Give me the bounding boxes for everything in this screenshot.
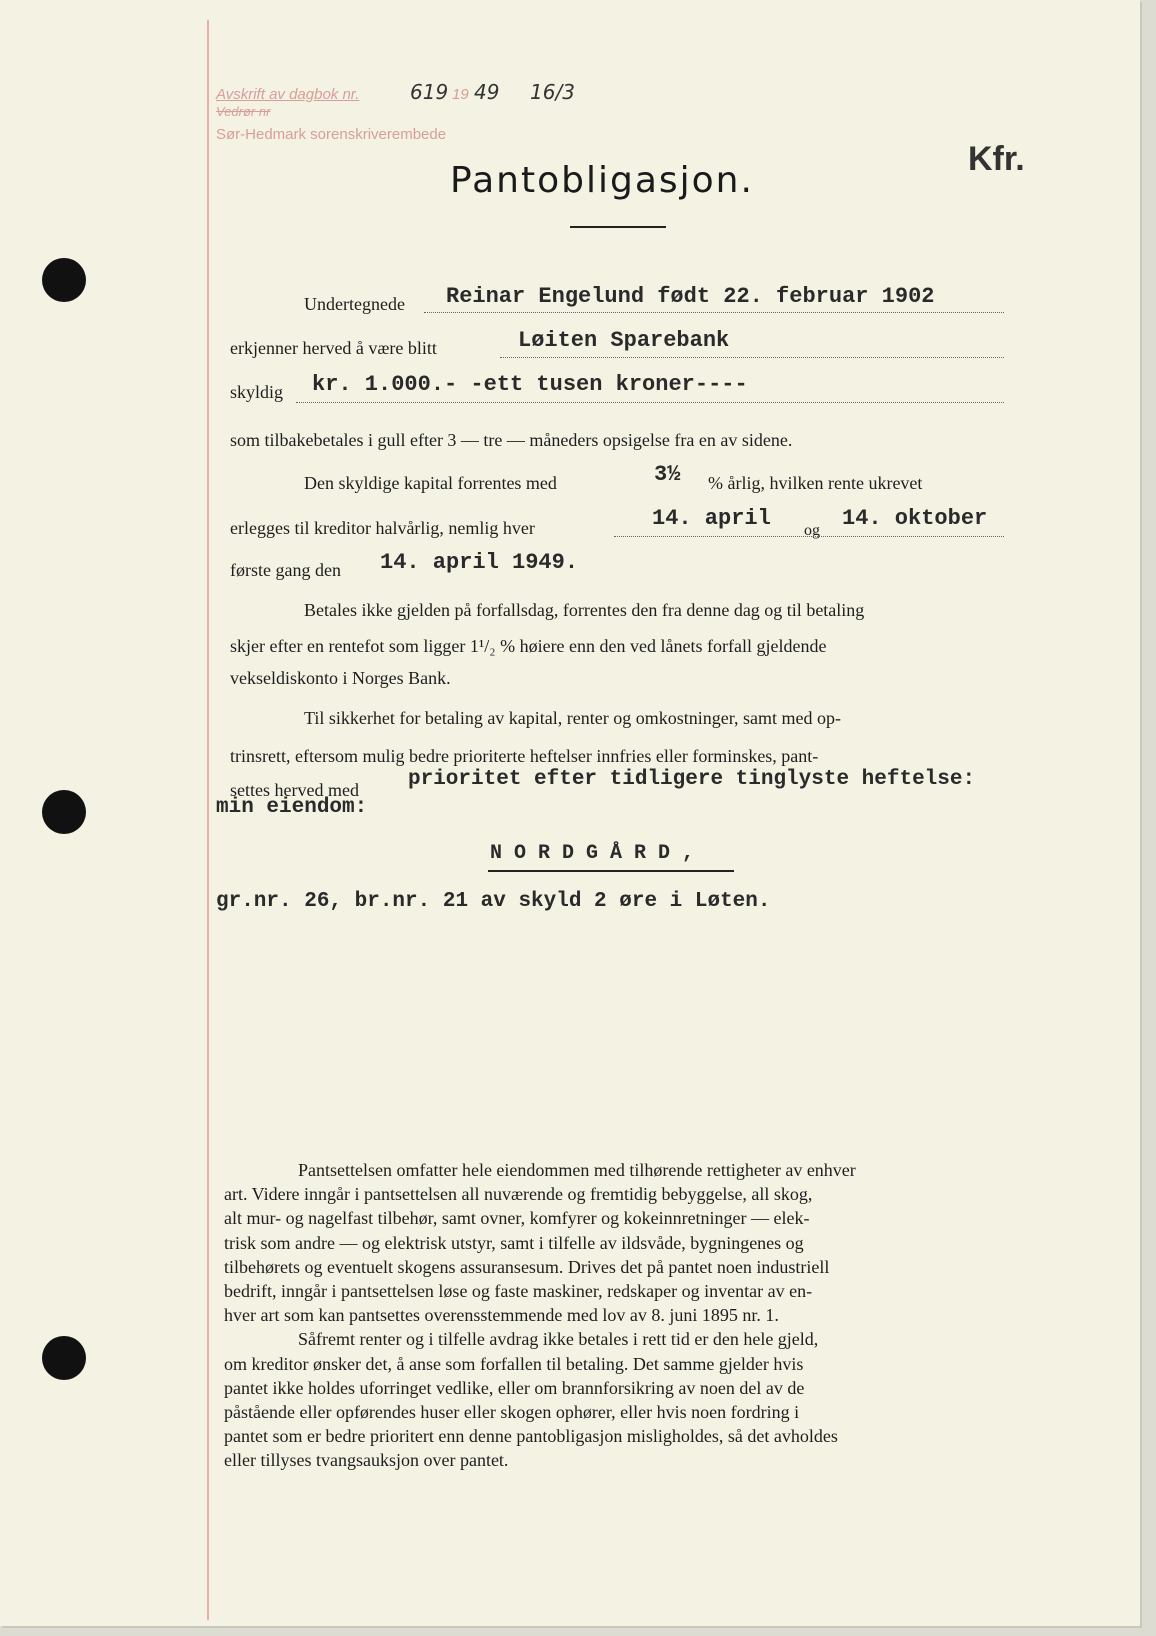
prioritet-value: prioritet efter tidligere tinglyste heftelse: — [408, 768, 976, 791]
betales-line-2: skjer efter en rentefot som ligger 1¹/₂ % høiere enn den ved lånets forfall gjeldende — [230, 636, 827, 656]
forste-label: første gang den — [230, 560, 341, 580]
terms-line: tilbehørets og eventuelt skogens assuransesum. Drives det på pantet noen industriell — [224, 1256, 830, 1277]
stamp-line2: Sør-Hedmark sorenskriverembede — [216, 126, 447, 143]
page-title: Pantobligasjon. — [450, 160, 754, 201]
payment-date-1: 14. april — [652, 506, 771, 531]
min-eiendom: min eiendom: — [216, 796, 368, 819]
terms-line: hver art som kan pantsettes overensstemmende med lov av 8. juni 1895 nr. 1. — [224, 1305, 779, 1326]
property-name: N O R D G Å R D , — [490, 842, 695, 865]
terms-line: Såfremt renter og i tilfelle avdrag ikke betales i rett tid er den hele gjeld, — [298, 1329, 819, 1350]
terms-line: påstående eller opførendes huser eller skogen ophører, eller hvis noen fordring i — [224, 1402, 800, 1422]
sikkerhet-line-2: trinsrett, eftersom mulig bedre prioriterte heftelser innfries eller forminskes, pant- — [230, 746, 819, 766]
interest-post: % årlig, hvilken rente ukrevet — [708, 473, 923, 493]
terms-line: art. Videre inngår i pantsettelsen all nuværende og fremtidig bebyggelse, all skog, — [224, 1184, 813, 1205]
terms-line: eller tillyses tvangsauksjon over pantet. — [224, 1450, 509, 1471]
interest-rate: 3½ — [654, 462, 681, 487]
erlegges-label: erlegges til kreditor halvårlig, nemlig hver — [230, 518, 535, 538]
dotted-line — [614, 536, 1004, 537]
undertegnede-value: Reinar Engelund født 22. februar 1902 — [446, 284, 935, 309]
stamp-strike: Vedrør nr — [216, 104, 271, 119]
terms-line: trisk som andre — og elektrisk utstyr, samt i tilfelle av ildsvåde, bygningenes og — [224, 1232, 804, 1253]
kfr-mark: Kfr. — [968, 140, 1025, 178]
year-prefix: 19 — [452, 86, 469, 103]
sikkerhet-line-3: settes herved med — [230, 780, 359, 800]
undertegnede-label: Undertegnede — [304, 294, 405, 314]
stamp-line1: Avskrift av dagbok nr. — [216, 86, 360, 103]
terms-line: bedrift, inngår i pantsettelsen løse og faste maskiner, redskaper og inventar av en- — [224, 1281, 813, 1301]
property-description: gr.nr. 26, br.nr. 21 av skyld 2 øre i Løten. — [216, 890, 771, 913]
terms-line: pantet ikke holdes uforringet vedlike, eller om brannforsikring av noen del av de — [224, 1377, 805, 1398]
punch-hole-top — [42, 258, 86, 302]
dotted-line — [424, 312, 1004, 313]
date-handwritten: 16/3 — [530, 80, 575, 104]
dagbok-number: 619 — [410, 80, 449, 104]
margin-line — [207, 20, 209, 1620]
year: 49 — [474, 80, 500, 104]
punch-hole-bottom — [42, 1336, 86, 1380]
skyldig-label: skyldig — [230, 382, 284, 402]
dotted-line — [500, 357, 1004, 358]
amount-value: kr. 1.000.- -ett tusen kroner---- — [312, 372, 748, 397]
betales-line-1: Betales ikke gjelden på forfallsdag, forrentes den fra denne dag og til betaling — [304, 600, 865, 620]
first-payment-date: 14. april 1949. — [380, 550, 579, 575]
repay-text: som tilbakebetales i gull efter 3 — tre — måneders opsigelse fra en av sidene. — [230, 430, 793, 450]
dotted-line — [296, 402, 1004, 403]
punch-hole-middle — [42, 790, 86, 834]
og-label: og — [804, 522, 820, 539]
betales-line-3: vekseldiskonto i Norges Bank. — [230, 668, 451, 688]
sikkerhet-line-1: Til sikkerhet for betaling av kapital, renter og omkostninger, samt med op- — [304, 708, 842, 728]
terms-line: pantet som er bedre prioritert enn denne pantobligasjon misligholdes, så det avholdes — [224, 1426, 838, 1447]
title-rule — [570, 226, 666, 228]
erkjenner-label: erkjenner herved å være blitt — [230, 338, 437, 358]
terms-line: alt mur- og nagelfast tilbehør, samt ovner, komfyrer og kokeinnretninger — elek- — [224, 1208, 810, 1229]
payment-date-2: 14. oktober — [842, 506, 988, 531]
interest-pre: Den skyldige kapital forrentes med — [304, 473, 557, 493]
terms-line: om kreditor ønsker det, å anse som forfallen til betaling. Det samme gjelder hvis — [224, 1353, 804, 1374]
creditor-value: Løiten Sparebank — [518, 328, 730, 353]
property-underline — [488, 870, 734, 872]
terms-line: Pantsettelsen omfatter hele eiendommen med tilhørende rettigheter av enhver — [298, 1160, 856, 1180]
